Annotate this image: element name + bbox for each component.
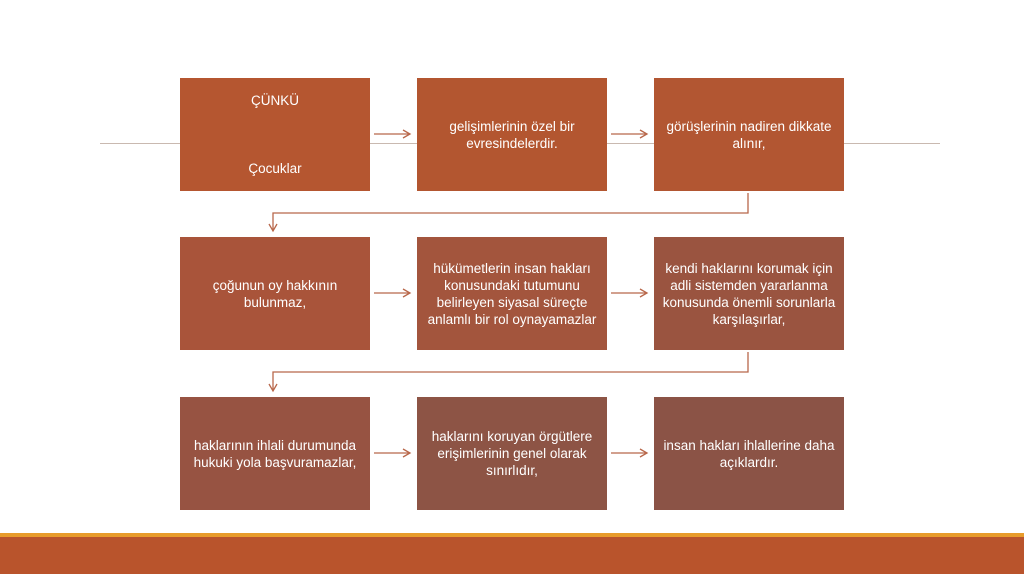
box-7-text: haklarının ihlali durumunda hukuki yola başvuramazlar, — [193, 437, 357, 470]
box-8 — [417, 397, 607, 510]
box-2-text: gelişimlerinin özel bir evresindelerdir. — [449, 118, 575, 151]
box-2 — [417, 78, 607, 191]
box-9-text: insan hakları ihlallerine daha açıklardır. — [663, 437, 835, 470]
box-title: ÇÜNKÜ — [250, 93, 299, 108]
box-4-text: çoğunun oy hakkının bulunmaz, — [212, 277, 338, 310]
box-9 — [654, 397, 844, 510]
box-6-text: kendi haklarını korumak için adli sistemden yararlanma konusunda önemli sorunlarla karşılaşırlar, — [662, 260, 836, 327]
box-3 — [654, 78, 844, 191]
box-1-text: Çocuklar — [248, 161, 302, 176]
box-4 — [180, 237, 370, 350]
box-3-text: görüşlerinin nadiren dikkate alınır, — [666, 118, 832, 151]
box-8-text: haklarını koruyan örgütlere erişimlerinin genel olarak sınırlıdır, — [431, 429, 593, 478]
footer-bar — [0, 537, 1024, 574]
box-1 — [180, 78, 370, 191]
box-7 — [180, 397, 370, 510]
box-6 — [654, 237, 844, 350]
arrow-3-4 — [273, 193, 748, 231]
arrow-6-7 — [273, 352, 748, 391]
box-5-text: hükümetlerin insan hakları konusundaki tutumunu belirleyen siyasal süreçte anlamlı bir rol oynayamazlar — [427, 260, 597, 327]
box-5 — [417, 237, 607, 350]
